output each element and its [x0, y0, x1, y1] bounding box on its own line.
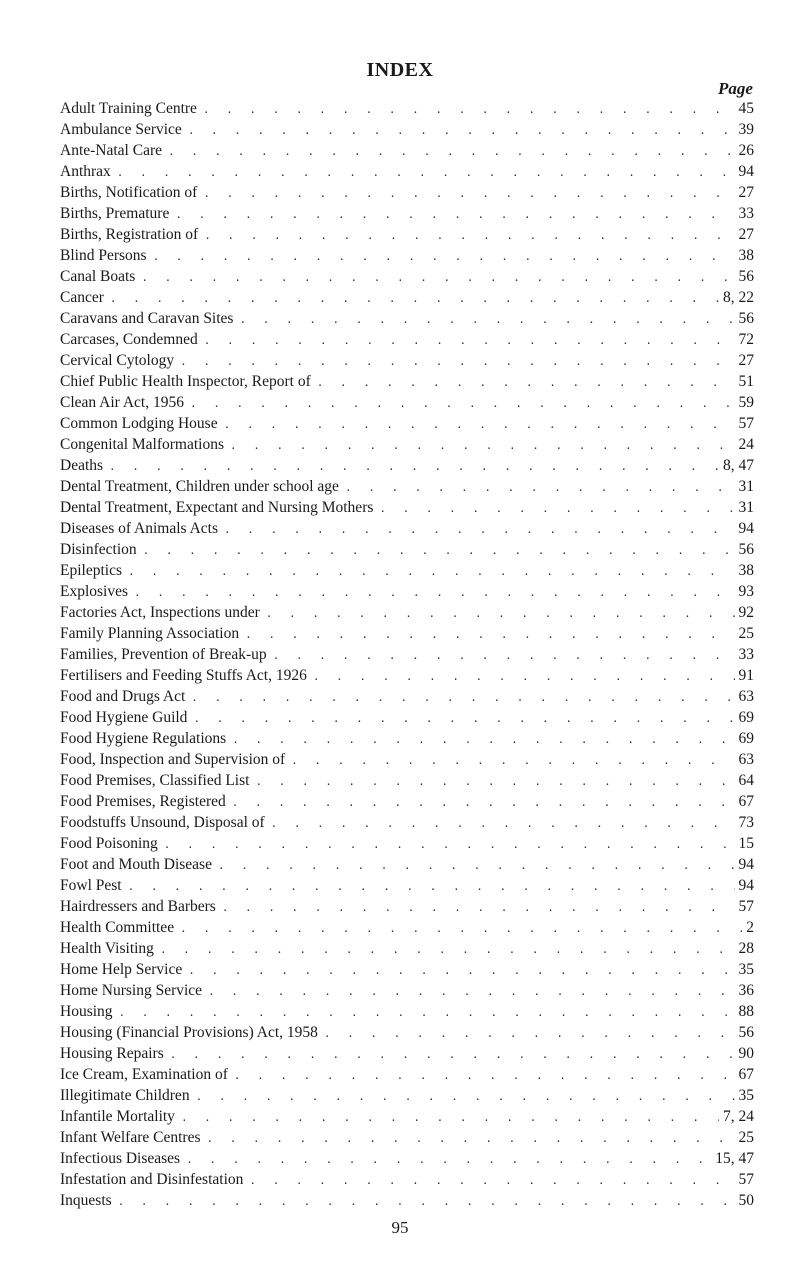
- entry-page-ref: 38: [738, 562, 754, 579]
- page-column-header: Page: [718, 79, 753, 98]
- index-entry: [60, 1127, 754, 1148]
- entry-page-ref: 24: [738, 436, 754, 453]
- index-entry: [60, 455, 754, 476]
- entry-label: Ambulance Service: [60, 121, 182, 138]
- dot-leader: [158, 834, 735, 854]
- entry-page-ref: 27: [738, 352, 754, 369]
- entry-page-ref: 51: [738, 373, 754, 390]
- dot-leader: [174, 918, 742, 938]
- entry-label: Carcases, Condemned: [60, 331, 198, 348]
- index-entry: [60, 623, 754, 644]
- entry-label: Infantile Mortality: [60, 1108, 175, 1125]
- entry-label: Disinfection: [60, 541, 137, 558]
- entry-label: Inquests: [60, 1192, 112, 1209]
- entry-label: Hairdressers and Barbers: [60, 898, 216, 915]
- entry-label: Housing: [60, 1003, 113, 1020]
- index-entry: [60, 728, 754, 749]
- index-entry: [60, 1190, 754, 1211]
- dot-leader: [224, 435, 734, 455]
- entry-page-ref: 28: [738, 940, 754, 957]
- index-entry: [60, 560, 754, 581]
- entry-page-ref: 33: [738, 205, 754, 222]
- entry-label: Factories Act, Inspections under: [60, 604, 260, 621]
- dot-leader: [122, 561, 735, 581]
- entry-label: Ante-Natal Care: [60, 142, 162, 159]
- entry-label: Births, Notification of: [60, 184, 198, 201]
- dot-leader: [226, 729, 734, 749]
- dot-leader: [307, 666, 735, 686]
- index-entry: [60, 497, 754, 518]
- entry-label: Dental Treatment, Expectant and Nursing Mothers: [60, 499, 374, 516]
- entry-page-ref: 45: [738, 100, 754, 117]
- index-entry: [60, 140, 754, 161]
- dot-leader: [228, 1065, 735, 1085]
- entry-page-ref: 88: [738, 1003, 754, 1020]
- entry-page-ref: 69: [738, 709, 754, 726]
- index-entry: [60, 434, 754, 455]
- entry-label: Family Planning Association: [60, 625, 240, 642]
- entry-label: Fertilisers and Feeding Stuffs Act, 1926: [60, 667, 307, 684]
- entry-label: Health Committee: [60, 919, 175, 936]
- entry-label: Infant Welfare Centres: [60, 1129, 201, 1146]
- dot-leader: [200, 1128, 734, 1148]
- dot-leader: [182, 120, 735, 140]
- dot-leader: [198, 330, 735, 350]
- index-entry: [60, 686, 754, 707]
- index-entry: [60, 602, 754, 623]
- dot-leader: [154, 939, 735, 959]
- page-number: 95: [391, 1218, 409, 1237]
- dot-leader: [122, 876, 735, 896]
- dot-leader: [185, 687, 734, 707]
- entry-page-ref: 64: [738, 772, 754, 789]
- index-entry: [60, 1022, 754, 1043]
- entry-page-ref: 93: [738, 583, 754, 600]
- entry-page-ref: 94: [738, 877, 754, 894]
- index-entry: [60, 182, 754, 203]
- entry-label: Infectious Diseases: [60, 1150, 181, 1167]
- index-entry: [60, 245, 754, 266]
- index-entry: [60, 791, 754, 812]
- entry-label: Cervical Cytology: [60, 352, 175, 369]
- entry-page-ref: 67: [738, 1066, 754, 1083]
- index-entry: [60, 875, 754, 896]
- dot-leader: [373, 498, 734, 518]
- index-entry: [60, 98, 754, 119]
- dot-leader: [216, 897, 735, 917]
- dot-leader: [318, 1023, 735, 1043]
- dot-leader: [267, 645, 735, 665]
- index-entry: [60, 308, 754, 329]
- entry-label: Home Help Service: [60, 961, 183, 978]
- dot-leader: [265, 813, 735, 833]
- entry-page-ref: 73: [738, 814, 754, 831]
- entry-page-ref: 56: [738, 1024, 754, 1041]
- entry-label: Food Hygiene Regulations: [60, 730, 227, 747]
- index-entry: [60, 854, 754, 875]
- entry-page-ref: 35: [738, 1087, 754, 1104]
- index-entry: [60, 1064, 754, 1085]
- entry-page-ref: 15: [738, 835, 754, 852]
- dot-leader: [260, 603, 735, 623]
- entry-label: Infestation and Disinfestation: [60, 1171, 244, 1188]
- entry-page-ref: 35: [738, 961, 754, 978]
- index-entry: [60, 938, 754, 959]
- index-entry: [60, 518, 754, 539]
- entry-page-ref: 26: [738, 142, 754, 159]
- entry-page-ref: 67: [738, 793, 754, 810]
- entry-page-ref: 7, 24: [723, 1108, 754, 1125]
- entry-page-ref: 8, 47: [723, 457, 754, 474]
- entry-label: Clean Air Act, 1956: [60, 394, 184, 411]
- entry-label: Food Poisoning: [60, 835, 158, 852]
- dot-leader: [243, 1170, 734, 1190]
- entry-label: Cancer: [60, 289, 104, 306]
- entry-label: Health Visiting: [60, 940, 154, 957]
- entry-label: Chief Public Health Inspector, Report of: [60, 373, 311, 390]
- entry-page-ref: 33: [738, 646, 754, 663]
- dot-leader: [175, 1107, 719, 1127]
- entry-page-ref: 69: [738, 730, 754, 747]
- index-entry: [60, 413, 754, 434]
- index-entry: [60, 581, 754, 602]
- entry-page-ref: 15, 47: [715, 1150, 754, 1167]
- dot-leader: [339, 477, 735, 497]
- index-entry: [60, 896, 754, 917]
- entry-label: Explosives: [60, 583, 129, 600]
- dot-leader: [218, 519, 735, 539]
- dot-leader: [180, 1149, 711, 1169]
- entry-label: Food Premises, Registered: [60, 793, 226, 810]
- entry-label: Fowl Pest: [60, 877, 122, 894]
- index-entry: [60, 371, 754, 392]
- entry-page-ref: 57: [738, 1171, 754, 1188]
- entry-label: Births, Premature: [60, 205, 170, 222]
- dot-leader: [198, 225, 734, 245]
- entry-label: Food Hygiene Guild: [60, 709, 188, 726]
- entry-page-ref: 90: [738, 1045, 754, 1062]
- page-title: INDEX: [366, 59, 434, 81]
- entry-page-ref: 72: [738, 331, 754, 348]
- entry-label: Food and Drugs Act: [60, 688, 186, 705]
- index-entry: [60, 539, 754, 560]
- dot-leader: [184, 393, 735, 413]
- entry-label: Food, Inspection and Supervision of: [60, 751, 286, 768]
- index-entry: [60, 161, 754, 182]
- entry-label: Dental Treatment, Children under school age: [60, 478, 339, 495]
- dot-leader: [162, 141, 735, 161]
- dot-leader: [111, 162, 735, 182]
- entry-label: Diseases of Animals Acts: [60, 520, 218, 537]
- entry-label: Deaths: [60, 457, 104, 474]
- dot-leader: [103, 456, 719, 476]
- entry-page-ref: 56: [738, 541, 754, 558]
- dot-leader: [226, 792, 735, 812]
- entry-label: Housing Repairs: [60, 1045, 164, 1062]
- dot-leader: [135, 267, 734, 287]
- dot-leader: [212, 855, 735, 875]
- entry-label: Anthrax: [60, 163, 111, 180]
- index-entry: [60, 770, 754, 791]
- index-entry: [60, 980, 754, 1001]
- entry-label: Epileptics: [60, 562, 122, 579]
- entry-label: Illegitimate Children: [60, 1087, 190, 1104]
- index-entry: [60, 833, 754, 854]
- entry-page-ref: 57: [738, 898, 754, 915]
- dot-leader: [202, 981, 734, 1001]
- entry-page-ref: 36: [738, 982, 754, 999]
- dot-leader: [233, 309, 734, 329]
- entry-page-ref: 27: [738, 184, 754, 201]
- dot-leader: [187, 708, 734, 728]
- entry-page-ref: 31: [738, 499, 754, 516]
- entry-label: Congenital Malformations: [60, 436, 225, 453]
- entry-label: Ice Cream, Examination of: [60, 1066, 228, 1083]
- index-entry: [60, 329, 754, 350]
- entry-page-ref: 94: [738, 520, 754, 537]
- dot-leader: [147, 246, 735, 266]
- index-entry: [60, 476, 754, 497]
- index-entry: [60, 707, 754, 728]
- entry-page-ref: 56: [738, 268, 754, 285]
- entry-page-ref: 63: [738, 688, 754, 705]
- dot-leader: [113, 1002, 735, 1022]
- index-entry: [60, 749, 754, 770]
- index-entry: [60, 119, 754, 140]
- dot-leader: [285, 750, 734, 770]
- entry-label: Food Premises, Classified List: [60, 772, 250, 789]
- entry-label: Caravans and Caravan Sites: [60, 310, 234, 327]
- index-entry: [60, 812, 754, 833]
- entry-page-ref: 25: [738, 1129, 754, 1146]
- index-entry: [60, 1106, 754, 1127]
- entry-page-ref: 50: [738, 1192, 754, 1209]
- index-entry: [60, 1085, 754, 1106]
- dot-leader: [174, 351, 734, 371]
- index-list: [60, 98, 754, 1211]
- entry-page-ref: 56: [738, 310, 754, 327]
- dot-leader: [104, 288, 719, 308]
- index-entry: [60, 1001, 754, 1022]
- dot-leader: [239, 624, 734, 644]
- index-entry: [60, 665, 754, 686]
- dot-leader: [128, 582, 734, 602]
- entry-page-ref: 91: [738, 667, 754, 684]
- entry-label: Blind Persons: [60, 247, 147, 264]
- entry-page-ref: 94: [738, 856, 754, 873]
- index-entry: [60, 1043, 754, 1064]
- index-entry: [60, 224, 754, 245]
- index-entry: [60, 1169, 754, 1190]
- index-entry: [60, 392, 754, 413]
- entry-label: Foot and Mouth Disease: [60, 856, 212, 873]
- entry-label: Home Nursing Service: [60, 982, 203, 999]
- entry-page-ref: 2: [746, 919, 754, 936]
- index-entry: [60, 266, 754, 287]
- entry-label: Housing (Financial Provisions) Act, 1958: [60, 1024, 318, 1041]
- entry-page-ref: 39: [738, 121, 754, 138]
- dot-leader: [190, 1086, 735, 1106]
- dot-leader: [112, 1191, 735, 1211]
- entry-page-ref: 92: [738, 604, 754, 621]
- entry-page-ref: 94: [738, 163, 754, 180]
- dot-leader: [169, 204, 734, 224]
- index-entry: [60, 287, 754, 308]
- entry-label: Families, Prevention of Break-up: [60, 646, 267, 663]
- dot-leader: [164, 1044, 735, 1064]
- entry-page-ref: 59: [738, 394, 754, 411]
- entry-page-ref: 38: [738, 247, 754, 264]
- entry-page-ref: 57: [738, 415, 754, 432]
- dot-leader: [218, 414, 735, 434]
- entry-page-ref: 25: [738, 625, 754, 642]
- index-entry: [60, 203, 754, 224]
- entry-page-ref: 31: [738, 478, 754, 495]
- entry-label: Adult Training Centre: [60, 100, 197, 117]
- entry-label: Foodstuffs Unsound, Disposal of: [60, 814, 265, 831]
- entry-label: Canal Boats: [60, 268, 136, 285]
- entry-page-ref: 8, 22: [723, 289, 754, 306]
- dot-leader: [137, 540, 735, 560]
- entry-label: Common Lodging House: [60, 415, 218, 432]
- entry-page-ref: 63: [738, 751, 754, 768]
- index-entry: [60, 1148, 754, 1169]
- dot-leader: [249, 771, 734, 791]
- entry-label: Births, Registration of: [60, 226, 199, 243]
- dot-leader: [311, 372, 735, 392]
- dot-leader: [197, 99, 735, 119]
- dot-leader: [197, 183, 734, 203]
- index-entry: [60, 959, 754, 980]
- index-entry: [60, 350, 754, 371]
- index-entry: [60, 644, 754, 665]
- index-entry: [60, 917, 754, 938]
- entry-page-ref: 27: [738, 226, 754, 243]
- dot-leader: [182, 960, 734, 980]
